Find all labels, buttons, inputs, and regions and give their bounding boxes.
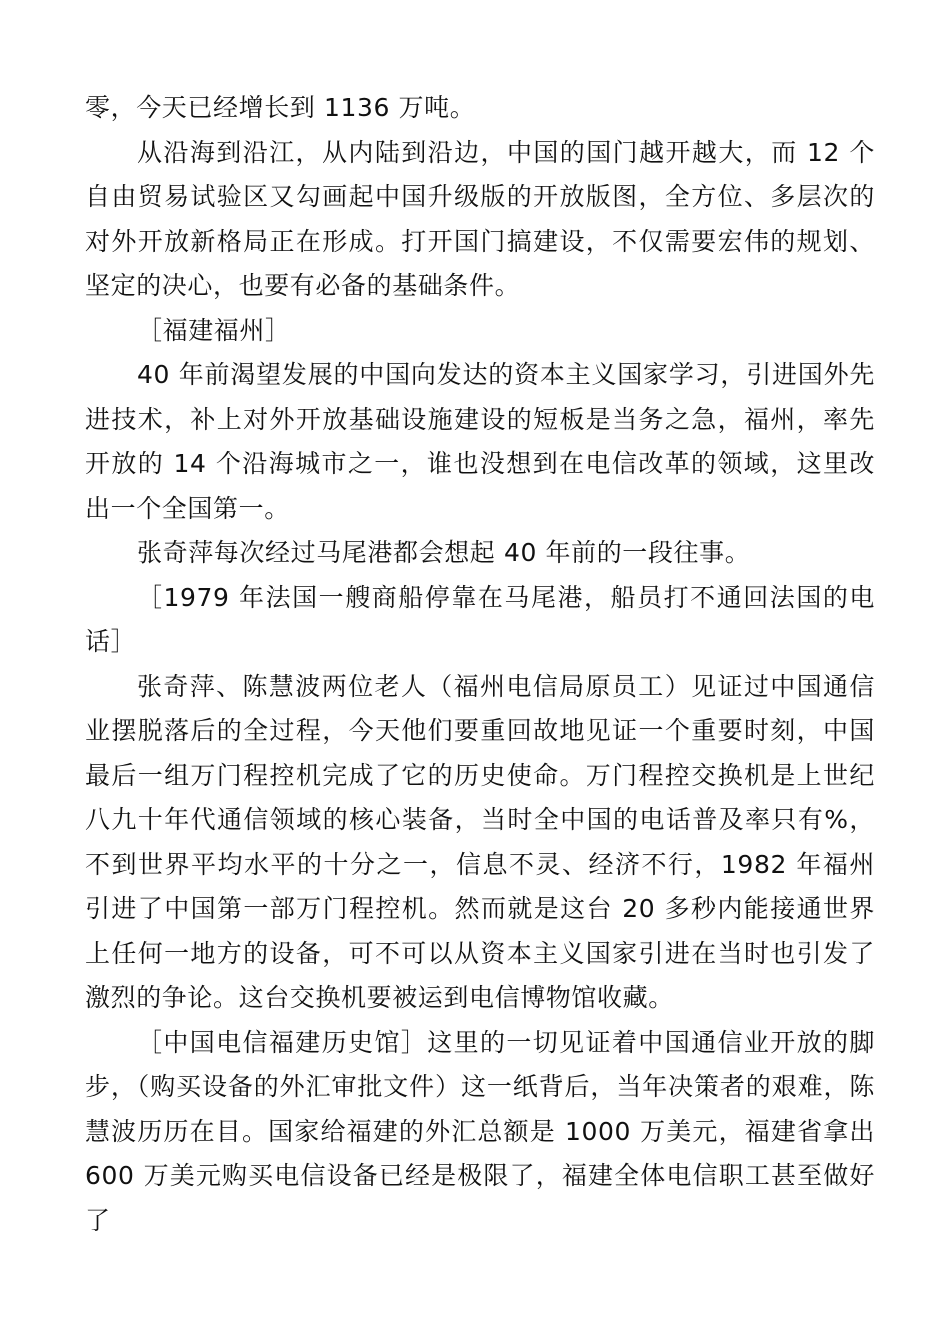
section-heading-fuzhou: ［福建福州］ (137, 315, 291, 345)
paragraph-5: 张奇萍、陈慧波两位老人（福州电信局原员工）见证过中国通信业摆脱落后的全过程，今天他们要重回故地见证一个重要时刻，中国最后一组万门程控机完成了它的历史使命。万门程控交换机是上世纪八九十年代通信领域的核心装备，当时全中国的电话普及率只有%，不到世界平均水平的十分之一，信息不灵、经济不行，1982 年福州引进了中国第一部万门程控机。然而就是这台 20 多秒内能接通世界上任何一地方的设备，可不可以从资本主义国家引进在当时也引发了激烈的争论。这台交换机要被运到电信博物馆收藏。 (85, 671, 875, 1012)
paragraph-3: 40 年前渴望发展的中国向发达的资本主义国家学习，引进国外先进技术，补上对外开放基础设施建设的短板是当务之急，福州，率先开放的 14 个沿海城市之一，谁也没想到在电信改革的领域，这里改出一个全国第一。 (85, 360, 875, 523)
document-page (85, 86, 875, 1243)
paragraph-2: 从沿海到沿江，从内陆到沿边，中国的国门越开越大，而 12 个自由贸易试验区又勾画起中国升级版的开放版图，全方位、多层次的对外开放新格局正在形成。打开国门搞建设，不仅需要宏伟的规划、坚定的决心，也要有必备的基础条件。 (85, 137, 875, 300)
paragraph-1: 零，今天已经增长到 1136 万吨。 (85, 93, 476, 122)
section-heading-1979: ［1979 年法国一艘商船停靠在马尾港，船员打不通回法国的电话］ (85, 582, 875, 656)
paragraph-6: ［中国电信福建历史馆］这里的一切见证着中国通信业开放的脚步，（购买设备的外汇审批文件）这一纸背后，当年决策者的艰难，陈慧波历历在目。国家给福建的外汇总额是 1000 万美元，福建省拿出 600 万美元购买电信设备已经是极限了，福建全体电信职工甚至做好了 (85, 1027, 875, 1235)
paragraph-4: 张奇萍每次经过马尾港都会想起 40 年前的一段往事。 (137, 538, 751, 567)
